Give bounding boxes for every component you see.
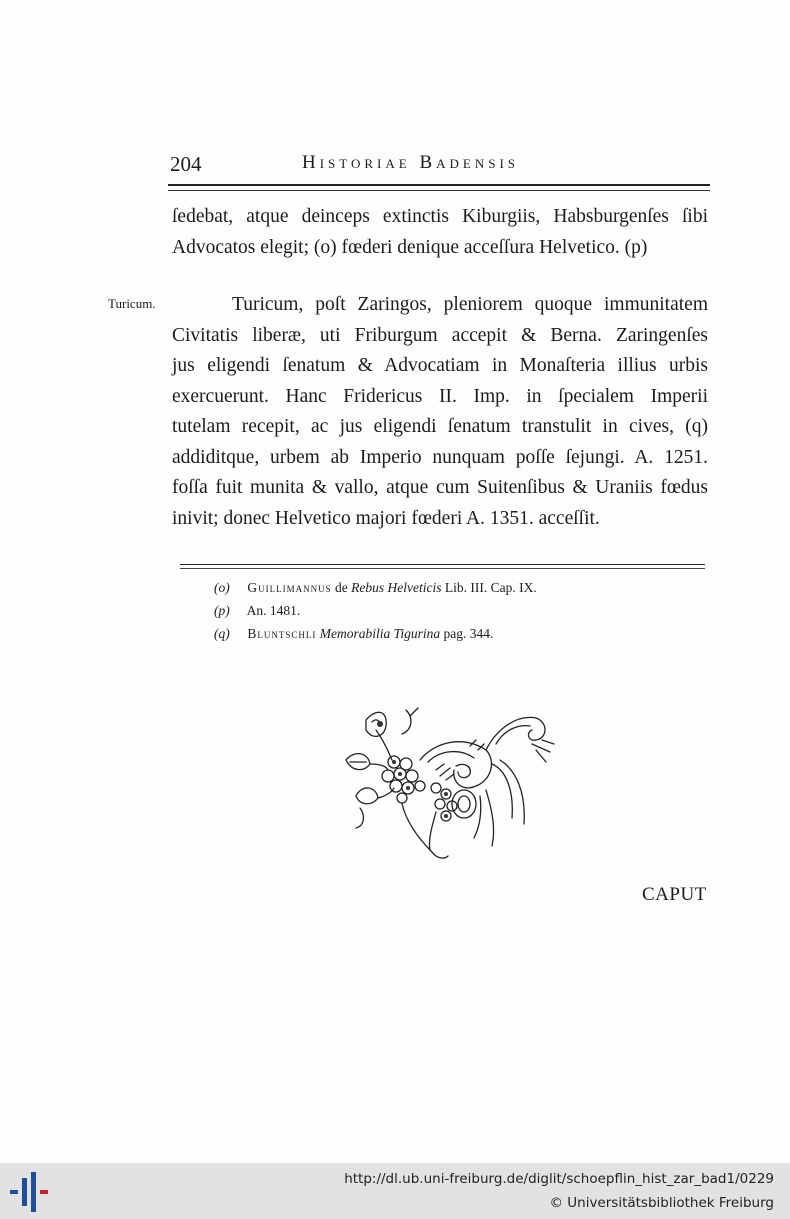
text-line: Civitatis liberæ, uti Friburgum accepit & Berna. Zaringenſes — [172, 324, 708, 346]
footnote-work: Memorabilia Tigurina — [319, 626, 441, 641]
permalink-url[interactable]: http://dl.ub.uni-freiburg.de/diglit/schoepflin_hist_zar_bad1/0229 — [344, 1171, 774, 1187]
floral-ornament-icon — [336, 700, 558, 868]
running-title: Historiae Badensis — [302, 152, 520, 173]
library-logo-icon — [10, 1172, 50, 1212]
page-number: 204 — [170, 152, 202, 176]
footnotes — [214, 576, 537, 645]
paragraph-1 — [172, 202, 708, 263]
viewer-footer — [0, 1163, 790, 1219]
margin-note: Turicum. — [108, 296, 156, 311]
footnote-q — [214, 622, 537, 645]
paragraph-2 — [172, 290, 708, 534]
footnote-mark: (q) — [214, 626, 230, 641]
text-line: Turicum, poſt Zaringos, pleniorem quoque immunitatem — [232, 294, 708, 315]
footnote-connector: de — [335, 580, 348, 595]
footnote-ref: pag. 344. — [443, 626, 494, 641]
catchword: CAPUT — [642, 884, 707, 905]
footnote-p — [214, 599, 537, 622]
header-rule-thick — [168, 184, 710, 186]
footnote-work: Rebus Helveticis — [351, 580, 442, 595]
footnote-ref: Lib. III. Cap. IX. — [444, 580, 537, 595]
footnote-rule — [180, 564, 705, 565]
text-line: foſſa fuit munita & vallo, atque cum Suitenſibus & Uraniis fœdus — [172, 477, 708, 498]
text-line: Advocatos elegit; (o) fœderi denique acceſſura Helvetico. (p) — [172, 236, 648, 258]
page-header — [170, 150, 710, 182]
footnote-rule-thin — [180, 568, 705, 569]
text-line: ſedebat, atque deinceps extinctis Kiburgiis, Habsburgenſes ſibi — [172, 206, 708, 227]
header-rule-thin — [168, 190, 710, 191]
text-line: exercuerunt. Hanc Fridericus II. Imp. in ſpecialem Imperii — [172, 385, 708, 407]
footnote-ref: An. 1481. — [246, 603, 301, 618]
footnote-author: Bluntschli — [247, 626, 317, 641]
footnote-mark: (p) — [214, 603, 230, 618]
text-line: jus eligendi ſenatum & Advocatiam in Monaſteria illius urbis — [172, 355, 708, 376]
footnote-mark: (o) — [214, 580, 230, 595]
copyright-notice: © Universitätsbibliothek Freiburg — [549, 1195, 774, 1211]
text-line: tutelam recepit, ac jus eligendi ſenatum transtulit in cives, (q) — [172, 416, 708, 437]
footnote-o — [214, 576, 537, 599]
footnote-author: Guillimannus — [247, 580, 332, 595]
text-line: inivit; donec Helvetico majori fœderi A. 1351. acceſſit. — [172, 507, 600, 529]
text-line: addiditque, urbem ab Imperio nunquam poſſe ſejungi. A. 1251. — [172, 446, 708, 468]
